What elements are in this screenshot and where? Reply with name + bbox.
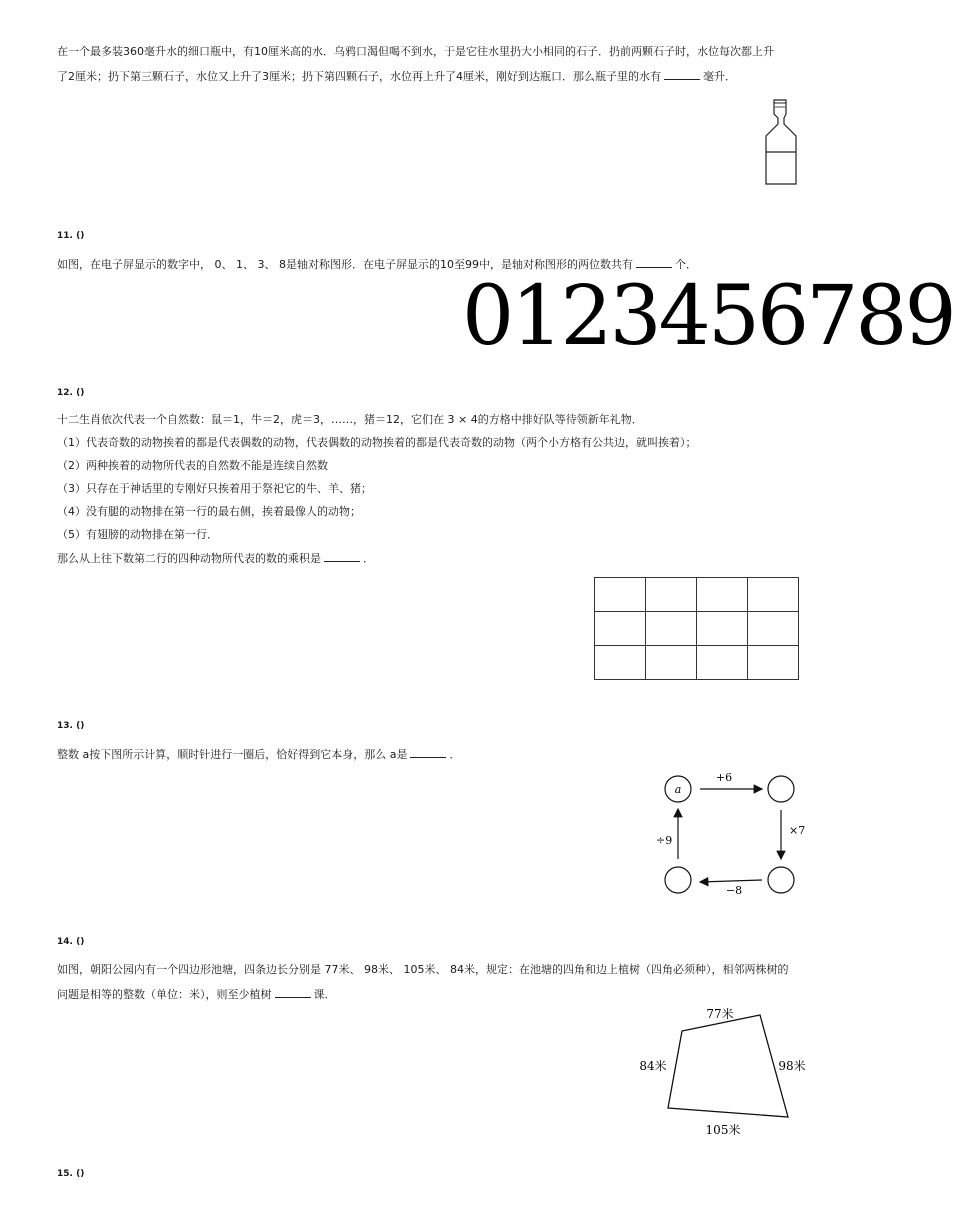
q14-line1: 如图，朝阳公园内有一个四边形池塘，四条边长分别是 77米、 98米、 105米、 84米，规定：在池塘的四角和边上植树（四角必须种），相邻两株树的 (57, 963, 789, 976)
q11-text-end: 个． (674, 258, 697, 271)
q12-rule-1: （1）代表奇数的动物挨着的都是代表偶数的动物，代表偶数的动物挨着的都是代表奇数的动物（两个小方格有公共边，就叫挨着）； (57, 436, 697, 449)
q13-text-main: 整数 a按下图所示计算，顺时针进行一圈后，恰好得到它本身，那么 a是 (57, 748, 408, 761)
op-divide-nine: ÷9 (656, 834, 673, 847)
grid-cell (595, 578, 646, 612)
answer-blank (275, 986, 311, 998)
q12-question-text: 那么从上往下数第二行的四种动物所代表的数的乘积是 (57, 552, 321, 565)
q14-line2-text: 问题是相等的整数（单位：米），则至少植树 (57, 988, 272, 1001)
grid-cell (595, 612, 646, 646)
q15-number: 15. () (57, 1169, 85, 1179)
zodiac-grid-3x4 (594, 577, 799, 680)
answer-blank (664, 68, 700, 80)
q13-number: 13. () (57, 721, 85, 731)
digital-display-digits: 0123456789 (462, 269, 954, 364)
q12-rule-4: （4）没有腿的动物排在第一行的最右侧，挨着最像人的动物； (57, 505, 361, 518)
op-plus-six: +6 (715, 771, 733, 784)
grid-cell (697, 578, 748, 612)
q14-number: 14. () (57, 937, 85, 947)
grid-cell (646, 646, 697, 680)
grid-cell (748, 646, 799, 680)
answer-blank (324, 550, 360, 562)
q12-question-end: ． (363, 552, 374, 565)
q12-number: 12. () (57, 388, 85, 398)
side-label-left: 84米 (639, 1059, 667, 1073)
cycle-diagram (648, 765, 818, 900)
grid-cell (595, 646, 646, 680)
op-minus-eight: −8 (725, 884, 743, 897)
q14-line2 (57, 986, 336, 1003)
q11-number: 11. () (57, 231, 85, 241)
node-label-a: a (674, 783, 682, 796)
side-label-top: 77米 (706, 1007, 734, 1021)
q12-question (57, 550, 374, 567)
q13-text (57, 746, 460, 763)
q10-line2 (57, 68, 736, 85)
op-times-seven: ×7 (789, 824, 806, 837)
grid-row-1 (595, 578, 799, 612)
answer-blank (636, 256, 672, 268)
q10-line2-end: 毫升． (703, 70, 736, 83)
grid-cell (697, 646, 748, 680)
q12-rule-5: （5）有翅膀的动物排在第一行． (57, 528, 218, 541)
bottle-figure (760, 98, 802, 188)
q13-text-end: ． (449, 748, 461, 761)
q12-rule-2: （2）两种挨着的动物所代表的自然数不能是连续自然数 (57, 459, 328, 472)
grid-row-3 (595, 646, 799, 680)
grid-cell (748, 612, 799, 646)
answer-blank (410, 746, 446, 758)
side-label-bottom: 105米 (705, 1123, 741, 1137)
grid-cell (697, 612, 748, 646)
arrow-left (700, 880, 762, 882)
grid-cell (646, 578, 697, 612)
grid-row-2 (595, 612, 799, 646)
q12-rule-3: （3）只存在于神话里的专刚好只挨着用于祭祀它的牛、羊、猪； (57, 482, 372, 495)
q10-line2-text: 了2厘米；扔下第三颗石子，水位又上升了3厘米；扔下第四颗石子，水位再上升了4厘米，刚好到达瓶口．那么瓶子里的水有 (57, 70, 661, 83)
side-label-right: 98米 (778, 1059, 806, 1073)
q11-text-main: 如图，在电子屏显示的数字中， 0、 1、 3、 8是轴对称图形．在电子屏显示的10至99中，是轴对称图形的两位数共有 (57, 258, 633, 271)
q14-line2-end: 课． (313, 988, 336, 1001)
quadrilateral-pond (630, 1000, 815, 1145)
q12-intro: 十二生肖依次代表一个自然数：鼠＝1，牛＝2，虎＝3，……，猪＝12，它们在 3 × 4的方格中排好队等待领新年礼物． (57, 413, 643, 426)
node-circle (768, 867, 794, 893)
grid-cell (748, 578, 799, 612)
node-circle (665, 867, 691, 893)
q10-line1: 在一个最多装360毫升水的细口瓶中，有10厘米高的水．乌鸦口渴但喝不到水，于是它往水里扔大小相同的石子．扔前两颗石子时，水位每次都上升 (57, 45, 774, 58)
pond-outline (668, 1015, 788, 1117)
node-circle (768, 776, 794, 802)
grid-cell (646, 612, 697, 646)
